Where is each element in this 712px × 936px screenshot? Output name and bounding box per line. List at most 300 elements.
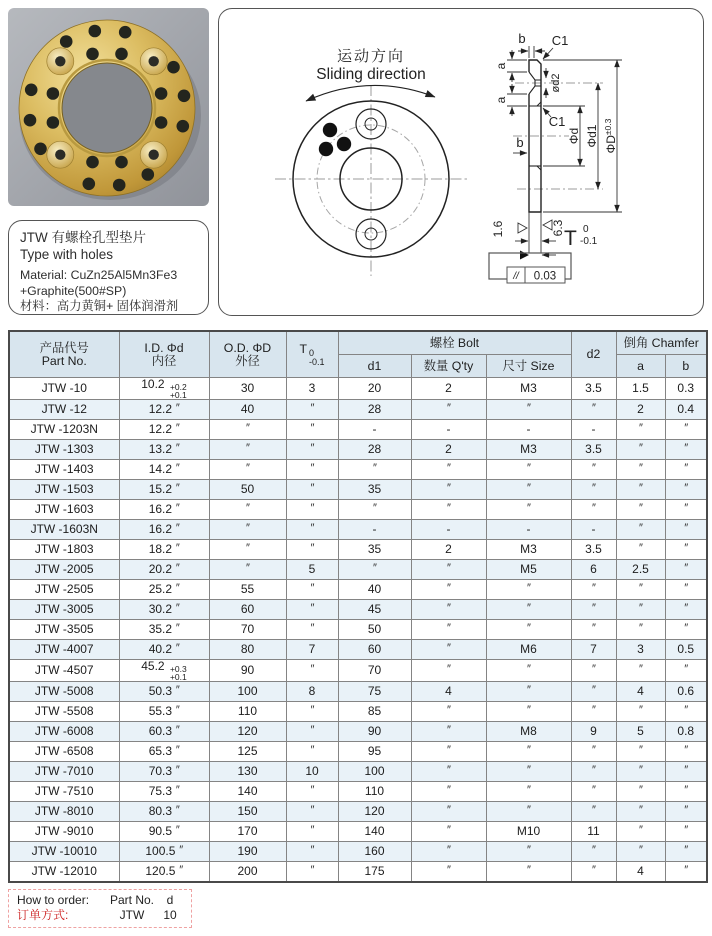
table-row — [9, 520, 707, 540]
cell-id: 25.2 ″ — [119, 580, 209, 600]
cell-a: ″ — [616, 500, 665, 520]
cell-t: ″ — [286, 520, 338, 540]
cell-d2: 6 — [571, 560, 616, 580]
product-title-zh: JTW 有螺栓孔型垫片 — [20, 230, 146, 245]
cell-d2: - — [571, 420, 616, 440]
cell-a: ″ — [616, 520, 665, 540]
order-label-zh: 订单方式: — [17, 908, 69, 922]
cell-b: ″ — [665, 842, 707, 862]
cell-part-no: JTW -6508 — [9, 742, 119, 762]
table-row — [9, 400, 707, 420]
cell-d1: 110 — [338, 782, 411, 802]
col-header-t: T 0 -0.1 — [286, 331, 338, 378]
cell-t: ″ — [286, 400, 338, 420]
cell-a: ″ — [616, 660, 665, 682]
table-row — [9, 540, 707, 560]
cell-d2: ″ — [571, 802, 616, 822]
table-row — [9, 722, 707, 742]
cell-od: ″ — [209, 460, 286, 480]
cell-t: ″ — [286, 500, 338, 520]
cell-d1: 90 — [338, 722, 411, 742]
col-header-a: a — [616, 355, 665, 378]
cell-a: ″ — [616, 702, 665, 722]
cell-d2: 3.5 — [571, 540, 616, 560]
cell-d2: 7 — [571, 640, 616, 660]
cell-od: ″ — [209, 420, 286, 440]
cell-d1: 175 — [338, 862, 411, 883]
cell-qty: ″ — [411, 842, 486, 862]
cell-part-no: JTW -2505 — [9, 580, 119, 600]
material-line-3: 材料：高力黄铜+ 固体润滑剂 — [20, 299, 179, 313]
cell-od: 190 — [209, 842, 286, 862]
cell-t: ″ — [286, 620, 338, 640]
cell-b: ″ — [665, 702, 707, 722]
cell-id: 55.3 ″ — [119, 702, 209, 722]
col-header-bolt: 螺栓 Bolt — [338, 331, 571, 355]
cell-od: 125 — [209, 742, 286, 762]
cell-qty: ″ — [411, 702, 486, 722]
cell-od: ″ — [209, 500, 286, 520]
cell-part-no: JTW -7010 — [9, 762, 119, 782]
cell-t: 7 — [286, 640, 338, 660]
col-header-chamfer: 倒角 Chamfer — [616, 331, 707, 355]
cell-id: 50.3 ″ — [119, 682, 209, 702]
label-thickness-sup: 0 — [583, 224, 589, 235]
cell-size: ″ — [486, 660, 571, 682]
cell-a: 4 — [616, 862, 665, 883]
cell-size: ″ — [486, 400, 571, 420]
cell-qty: ″ — [411, 460, 486, 480]
cell-d2: 3.5 — [571, 440, 616, 460]
cell-id: 15.2 ″ — [119, 480, 209, 500]
cell-d1: 85 — [338, 702, 411, 722]
col-header-part: 产品代号 Part No. — [9, 331, 119, 378]
cell-part-no: JTW -3505 — [9, 620, 119, 640]
table-row — [9, 782, 707, 802]
top-section — [8, 8, 704, 316]
cell-b: ″ — [665, 802, 707, 822]
cell-part-no: JTW -5008 — [9, 682, 119, 702]
table-row — [9, 620, 707, 640]
cell-id: 80.3 ″ — [119, 802, 209, 822]
cell-part-no: JTW -9010 — [9, 822, 119, 842]
cell-t: ″ — [286, 742, 338, 762]
cell-d2: ″ — [571, 660, 616, 682]
cell-qty: ″ — [411, 560, 486, 580]
table-row — [9, 660, 707, 682]
material-line-1: Material: CuZn25Al5Mn3Fe3 — [20, 268, 178, 282]
cell-d1: 100 — [338, 762, 411, 782]
centerlines — [275, 85, 467, 276]
cell-part-no: JTW -12010 — [9, 862, 119, 883]
table-row — [9, 420, 707, 440]
cell-part-no: JTW -8010 — [9, 802, 119, 822]
cell-id: 30.2 ″ — [119, 600, 209, 620]
cell-a: ″ — [616, 600, 665, 620]
parallelism-value: 0.03 — [533, 270, 557, 283]
cell-qty: - — [411, 420, 486, 440]
cell-id: 20.2 ″ — [119, 560, 209, 580]
cell-size: ″ — [486, 460, 571, 480]
cell-id: 35.2 ″ — [119, 620, 209, 640]
cell-b: ″ — [665, 660, 707, 682]
cell-a: 5 — [616, 722, 665, 742]
col-header-qty: 数量 Q'ty — [411, 355, 486, 378]
cell-t: ″ — [286, 802, 338, 822]
cell-a: 2.5 — [616, 560, 665, 580]
cell-od: 110 — [209, 702, 286, 722]
cell-d1: 50 — [338, 620, 411, 640]
cell-b: ″ — [665, 540, 707, 560]
cell-a: ″ — [616, 782, 665, 802]
cell-id: 40.2 ″ — [119, 640, 209, 660]
cell-od: 55 — [209, 580, 286, 600]
col-header-size: 尺寸 Size — [486, 355, 571, 378]
cell-d2: ″ — [571, 460, 616, 480]
cell-id: 75.3 ″ — [119, 782, 209, 802]
cell-b: ″ — [665, 440, 707, 460]
cell-part-no: JTW -1303 — [9, 440, 119, 460]
cell-d1: - — [338, 520, 411, 540]
cell-part-no: JTW -5508 — [9, 702, 119, 722]
order-part-placeholder: Part No. — [109, 893, 154, 907]
cell-part-no: JTW -10 — [9, 378, 119, 400]
cell-size: ″ — [486, 762, 571, 782]
cell-od: ″ — [209, 520, 286, 540]
cell-id: 70.3 ″ — [119, 762, 209, 782]
cell-qty: ″ — [411, 722, 486, 742]
cell-b: ″ — [665, 560, 707, 580]
cell-part-no: JTW -1203N — [9, 420, 119, 440]
cell-size: - — [486, 420, 571, 440]
cell-t: ″ — [286, 722, 338, 742]
cell-d2: ″ — [571, 742, 616, 762]
cell-t: ″ — [286, 822, 338, 842]
cell-t: 8 — [286, 682, 338, 702]
cell-size: ″ — [486, 782, 571, 802]
cell-od: 120 — [209, 722, 286, 742]
cell-t: ″ — [286, 842, 338, 862]
cell-size: ″ — [486, 682, 571, 702]
label-roughness-right: 6.3 — [551, 219, 565, 237]
cell-d1: 35 — [338, 540, 411, 560]
cell-qty: ″ — [411, 400, 486, 420]
table-row — [9, 762, 707, 782]
cell-id: 45.2 +0.3 +0.1 — [119, 660, 209, 682]
cell-od: 140 — [209, 782, 286, 802]
cell-part-no: JTW -1603 — [9, 500, 119, 520]
cell-size: M6 — [486, 640, 571, 660]
product-title-en: Type with holes — [20, 247, 114, 262]
cell-d2: 3.5 — [571, 378, 616, 400]
label-b-mid: b — [516, 135, 524, 150]
table-row — [9, 682, 707, 702]
cell-od: 150 — [209, 802, 286, 822]
cell-a: 2 — [616, 400, 665, 420]
label-od2: ød2 — [550, 73, 562, 93]
cell-od: 200 — [209, 862, 286, 883]
cell-d1: 60 — [338, 640, 411, 660]
cell-d2: ″ — [571, 782, 616, 802]
cell-od: 70 — [209, 620, 286, 640]
cell-d1: 45 — [338, 600, 411, 620]
cell-size: ″ — [486, 480, 571, 500]
table-row — [9, 460, 707, 480]
cell-size: M5 — [486, 560, 571, 580]
how-to-order-box — [8, 889, 192, 928]
cell-d1: ″ — [338, 460, 411, 480]
cell-qty: ″ — [411, 580, 486, 600]
cell-a: ″ — [616, 822, 665, 842]
cell-t: 5 — [286, 560, 338, 580]
cell-d2: ″ — [571, 480, 616, 500]
table-row — [9, 378, 707, 400]
cell-id: 12.2 ″ — [119, 420, 209, 440]
table-header — [9, 331, 707, 378]
graphite-plugs-front — [319, 123, 351, 156]
label-c1-top: C1 — [551, 33, 569, 48]
cell-id: 120.5 ″ — [119, 862, 209, 883]
cell-part-no: JTW -1503 — [9, 480, 119, 500]
table-row — [9, 500, 707, 520]
col-header-d2: d2 — [571, 331, 616, 378]
cell-d2: - — [571, 520, 616, 540]
cell-qty: 2 — [411, 378, 486, 400]
cell-qty: ″ — [411, 640, 486, 660]
cell-od: 100 — [209, 682, 286, 702]
parallelism-symbol: // — [513, 271, 519, 282]
cell-t: ″ — [286, 862, 338, 883]
table-row — [9, 440, 707, 460]
cell-b: 0.6 — [665, 682, 707, 702]
front-view — [275, 48, 467, 276]
col-header-d1: d1 — [338, 355, 411, 378]
cell-d2: ″ — [571, 500, 616, 520]
cell-part-no: JTW -1603N — [9, 520, 119, 540]
cell-t: ″ — [286, 782, 338, 802]
label-phi-D-tolerance: ±0.3 — [603, 118, 613, 136]
cell-t: 10 — [286, 762, 338, 782]
order-label-en: How to order: — [17, 893, 90, 907]
cell-size: M3 — [486, 540, 571, 560]
cell-id: 90.5 ″ — [119, 822, 209, 842]
sliding-direction-label-zh: 运动方向 — [336, 48, 406, 65]
cell-od: ″ — [209, 440, 286, 460]
cell-size: ″ — [486, 600, 571, 620]
cell-id: 65.3 ″ — [119, 742, 209, 762]
table-row — [9, 480, 707, 500]
cell-qty: ″ — [411, 480, 486, 500]
cell-t: ″ — [286, 540, 338, 560]
cell-size: ″ — [486, 802, 571, 822]
cell-t: ″ — [286, 600, 338, 620]
cell-id: 16.2 ″ — [119, 520, 209, 540]
cell-b: ″ — [665, 600, 707, 620]
cell-t: ″ — [286, 480, 338, 500]
cell-part-no: JTW -2005 — [9, 560, 119, 580]
cell-b: ″ — [665, 500, 707, 520]
cell-d2: ″ — [571, 682, 616, 702]
cell-part-no: JTW -12 — [9, 400, 119, 420]
cell-t: ″ — [286, 460, 338, 480]
cell-od: ″ — [209, 560, 286, 580]
cell-b: ″ — [665, 822, 707, 842]
technical-drawing — [219, 9, 704, 314]
cell-a: ″ — [616, 580, 665, 600]
cell-part-no: JTW -4507 — [9, 660, 119, 682]
cell-d1: ″ — [338, 500, 411, 520]
order-example-d: 10 — [163, 908, 177, 922]
cell-b: ″ — [665, 480, 707, 500]
cell-od: 130 — [209, 762, 286, 782]
table-row — [9, 640, 707, 660]
cell-part-no: JTW -1403 — [9, 460, 119, 480]
cell-d1: 75 — [338, 682, 411, 702]
table-row — [9, 560, 707, 580]
cell-b: 0.4 — [665, 400, 707, 420]
cell-d1: 95 — [338, 742, 411, 762]
cell-d1: 70 — [338, 660, 411, 682]
roughness-symbol-left — [518, 223, 527, 233]
cell-qty: ″ — [411, 782, 486, 802]
cell-b: 0.5 — [665, 640, 707, 660]
cell-od: 60 — [209, 600, 286, 620]
cell-b: ″ — [665, 782, 707, 802]
cell-d1: 160 — [338, 842, 411, 862]
cell-part-no: JTW -10010 — [9, 842, 119, 862]
cell-size: - — [486, 520, 571, 540]
cell-qty: ″ — [411, 762, 486, 782]
cell-d1: 120 — [338, 802, 411, 822]
cell-t: ″ — [286, 580, 338, 600]
cell-b: ″ — [665, 762, 707, 782]
cell-qty: - — [411, 520, 486, 540]
cell-part-no: JTW -3005 — [9, 600, 119, 620]
cell-size: ″ — [486, 742, 571, 762]
cell-a: ″ — [616, 842, 665, 862]
cell-b: ″ — [665, 420, 707, 440]
cell-qty: 2 — [411, 540, 486, 560]
cell-d1: 28 — [338, 400, 411, 420]
cell-a: ″ — [616, 620, 665, 640]
cell-a: 1.5 — [616, 378, 665, 400]
cell-d1: 35 — [338, 480, 411, 500]
table-row — [9, 862, 707, 883]
cell-size: M8 — [486, 722, 571, 742]
cell-part-no: JTW -1803 — [9, 540, 119, 560]
sliding-direction-label-en: Sliding direction — [316, 66, 426, 83]
table-row — [9, 822, 707, 842]
cell-b: ″ — [665, 520, 707, 540]
cell-a: ″ — [616, 420, 665, 440]
label-a2: a — [494, 96, 508, 104]
cell-qty: 4 — [411, 682, 486, 702]
cell-size: M3 — [486, 440, 571, 460]
cell-d1: ″ — [338, 560, 411, 580]
cell-b: ″ — [665, 580, 707, 600]
table-row — [9, 802, 707, 822]
order-row-en — [17, 893, 183, 908]
cell-d2: ″ — [571, 862, 616, 883]
cell-d2: ″ — [571, 762, 616, 782]
cell-a: ″ — [616, 440, 665, 460]
cell-t: ″ — [286, 420, 338, 440]
cell-d1: - — [338, 420, 411, 440]
label-phi-d: Φd — [567, 127, 581, 145]
cell-size: ″ — [486, 580, 571, 600]
cell-t: ″ — [286, 440, 338, 460]
cell-b: ″ — [665, 620, 707, 640]
cell-a: ″ — [616, 480, 665, 500]
cell-od: 90 — [209, 660, 286, 682]
section-labels — [491, 31, 618, 283]
table-row — [9, 742, 707, 762]
cell-od: 30 — [209, 378, 286, 400]
drawing-panel — [218, 8, 704, 316]
section-view — [489, 31, 622, 283]
cell-part-no: JTW -7510 — [9, 782, 119, 802]
cell-qty: ″ — [411, 500, 486, 520]
cell-od: 50 — [209, 480, 286, 500]
cell-id: 60.3 ″ — [119, 722, 209, 742]
table-row — [9, 580, 707, 600]
label-phi-D: $\Phi D^{\pm 0.3}$ — [603, 118, 618, 154]
cell-d2: ″ — [571, 842, 616, 862]
cell-part-no: JTW -6008 — [9, 722, 119, 742]
cell-a: ″ — [616, 742, 665, 762]
label-phi-d1: Φd1 — [585, 124, 599, 148]
cell-d2: ″ — [571, 600, 616, 620]
cell-b: ″ — [665, 862, 707, 883]
label-thickness-t: T — [564, 227, 577, 250]
cell-qty: ″ — [411, 822, 486, 842]
cell-b: ″ — [665, 742, 707, 762]
col-header-b: b — [665, 355, 707, 378]
cell-b: 0.8 — [665, 722, 707, 742]
spec-table — [8, 330, 708, 883]
cell-d1: 40 — [338, 580, 411, 600]
table-row — [9, 842, 707, 862]
label-a1: a — [494, 62, 508, 70]
table-row — [9, 702, 707, 722]
cell-d2: 9 — [571, 722, 616, 742]
cell-od: 80 — [209, 640, 286, 660]
cell-od: 40 — [209, 400, 286, 420]
material-line-2: +Graphite(500#SP) — [20, 283, 127, 298]
label-thickness-sub: -0.1 — [580, 236, 598, 247]
cell-d2: ″ — [571, 620, 616, 640]
cell-d1: 28 — [338, 440, 411, 460]
cell-od: 170 — [209, 822, 286, 842]
label-c1-mid: C1 — [548, 114, 566, 129]
cell-b: ″ — [665, 460, 707, 480]
cell-a: ″ — [616, 460, 665, 480]
cell-size: ″ — [486, 862, 571, 883]
cell-id: 100.5 ″ — [119, 842, 209, 862]
label-b-top: b — [518, 31, 526, 46]
cell-id: 18.2 ″ — [119, 540, 209, 560]
cell-size: ″ — [486, 842, 571, 862]
cell-id: 13.2 ″ — [119, 440, 209, 460]
cell-a: ″ — [616, 762, 665, 782]
cell-qty: ″ — [411, 620, 486, 640]
datum-triangle — [520, 251, 529, 260]
order-row-zh — [17, 908, 183, 923]
cell-t: 3 — [286, 378, 338, 400]
cell-id: 16.2 ″ — [119, 500, 209, 520]
cell-size: ″ — [486, 702, 571, 722]
cell-t: ″ — [286, 660, 338, 682]
